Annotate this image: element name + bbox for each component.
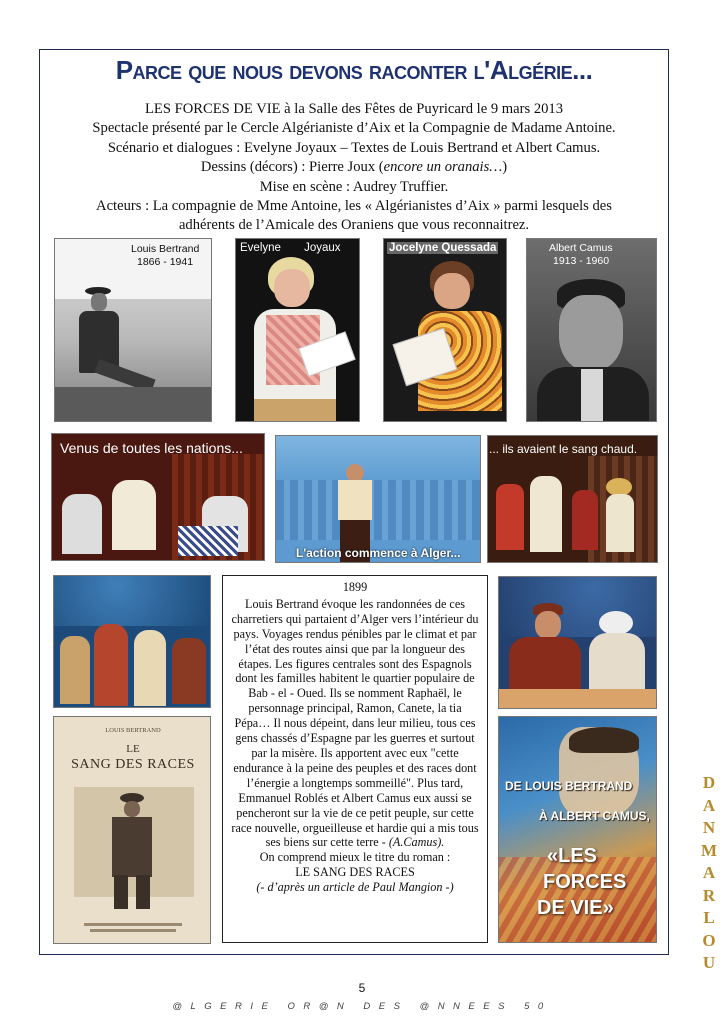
intro-line: Scénario et dialogues : Evelyne Joyaux – Textes de Louis Bertrand et Albert Camus. bbox=[107, 139, 601, 156]
intro-line: adhérents de l’Amicale des Oraniens que vous reconnaitrez. bbox=[178, 217, 530, 234]
story-conclusion: On comprend mieux le titre du roman : bbox=[259, 850, 451, 865]
intro-text: Dessins (décors) : Pierre Joux ( bbox=[200, 159, 384, 176]
photo-poster bbox=[498, 716, 657, 943]
photo-stage-nations bbox=[51, 433, 265, 561]
photo-caption: Louis Bertrand bbox=[131, 243, 200, 255]
poster-text: DE LOUIS BERTRAND bbox=[505, 779, 633, 793]
signature-letter: N bbox=[702, 818, 716, 837]
intro-line: Acteurs : La compagnie de Mme Antoine, les « Algérianistes d’Aix » parmi lesquels des bbox=[96, 198, 612, 215]
signature-letter: L bbox=[703, 908, 715, 927]
photo-stage-sang-chaud bbox=[487, 435, 658, 563]
photo-stage-duo bbox=[498, 576, 657, 709]
poster-text: «LES bbox=[547, 845, 598, 867]
intro-line bbox=[44, 158, 664, 177]
intro-line: Spectacle présenté par le Cercle Algérianiste d’Aix et la Compagnie de Madame Antoine. bbox=[92, 120, 616, 137]
photo-louis-bertrand bbox=[54, 238, 212, 422]
book-title: SANG DES RACES bbox=[71, 757, 195, 772]
signature-vertical bbox=[697, 772, 721, 975]
intro-line: LES FORCES DE VIE à la Salle des Fêtes de Puyricard le 9 mars 2013 bbox=[144, 101, 564, 117]
photo-caption: ... ils avaient le sang chaud. bbox=[489, 442, 638, 456]
photo-caption: Albert Camus bbox=[549, 242, 613, 254]
photo-caption: L'action commence à Alger... bbox=[296, 546, 461, 560]
story-quote-source: (A.Camus). bbox=[388, 835, 445, 850]
intro-line: Mise en scène : Audrey Truffier. bbox=[259, 178, 449, 195]
poster-text: À ALBERT CAMUS, bbox=[539, 809, 650, 823]
page-footer: @LGERIE OR@N DES @NNEES 50 bbox=[172, 1001, 552, 1012]
photo-book-cover bbox=[53, 716, 211, 944]
story-credit-text: (- d’après un article de Paul Mangion -) bbox=[256, 880, 454, 895]
photo-evelyne-joyaux bbox=[235, 238, 360, 422]
intro-italic: encore un oranais… bbox=[383, 159, 503, 176]
signature-letter: R bbox=[702, 885, 716, 905]
photo-albert-camus bbox=[526, 238, 657, 422]
intro-block bbox=[44, 100, 664, 236]
story-box bbox=[222, 575, 488, 943]
photo-caption: 1913 - 1960 bbox=[553, 255, 610, 267]
story-body bbox=[229, 597, 481, 850]
photo-stage-crowd bbox=[53, 575, 211, 708]
story-credit bbox=[229, 880, 481, 895]
photo-caption: Evelyne Joyaux bbox=[240, 242, 341, 254]
signature-letter: O bbox=[702, 930, 716, 950]
photo-jocelyne-quessada bbox=[383, 238, 507, 422]
poster-text: FORCES bbox=[543, 871, 627, 893]
photo-stage-alger bbox=[275, 435, 481, 563]
intro-text: ) bbox=[502, 159, 508, 176]
signature-letter: A bbox=[702, 863, 716, 882]
page-number: 5 bbox=[358, 981, 366, 995]
signature-letter: A bbox=[702, 795, 716, 815]
poster-text: DE VIE» bbox=[537, 897, 614, 919]
story-title: LE SANG DES RACES bbox=[295, 865, 415, 880]
story-year: 1899 bbox=[342, 580, 368, 594]
photo-caption: 1866 - 1941 bbox=[137, 256, 194, 268]
photo-caption: Venus de toutes les nations... bbox=[60, 440, 243, 456]
book-author: LOUIS BERTRAND bbox=[105, 727, 161, 734]
signature-letter: U bbox=[702, 953, 716, 972]
story-text: Louis Bertrand évoque les randonnées de ces charretiers qui partaient d’Alger vers l’intérieur du pays. Voyages rendus pénibles par le climat et par l’état des routes ainsi que par la longueur des étapes. Les figures centrales sont des Espagnols dont les familles habitent le quartier populaire de Bab - el - Oued. Ils se nomment Raphaël, le personnage principal, Ramon, Canete, la tia Pépa… Il nous dépeint, dans leur milieu, tous ces gens chassés d’Espagne par les guerres et surtout par la misère. Ils apportent avec eux "cette endurance à la peine des peuples et des races dont l’énergie a longtemps sommeillé". Plus tard, Emmanuel Roblés et Albert Camus eux aussi se pencheront sur la vie de ce petit peuple, sur cette race nouvelle, orgueilleuse et hardie qui a mis tous ses biens sur cette terre - bbox=[231, 596, 479, 850]
page-headline: Parce que nous devons raconter l'Algérie... bbox=[115, 55, 593, 85]
signature-letter: M bbox=[700, 840, 718, 860]
signature-letter: D bbox=[702, 773, 716, 792]
book-title-le: LE bbox=[126, 743, 140, 755]
photo-caption: Jocelyne Quessada bbox=[389, 242, 497, 254]
